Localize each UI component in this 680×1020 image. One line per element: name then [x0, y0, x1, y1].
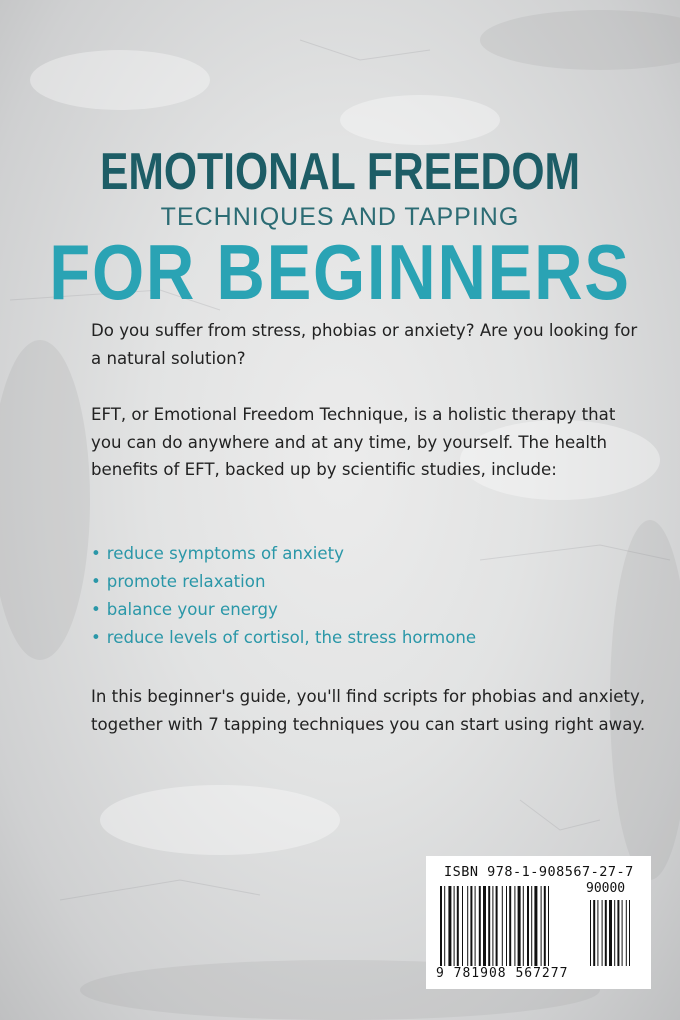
- bullet-text: balance your energy: [106, 600, 278, 619]
- bullet-text: promote relaxation: [106, 572, 266, 591]
- bullet-icon: •: [91, 544, 101, 563]
- title-line-3: FOR BEGINNERS: [49, 228, 631, 316]
- title-line-1: EMOTIONAL FREEDOM: [99, 143, 581, 201]
- list-item: [91, 540, 651, 568]
- bullet-icon: •: [91, 628, 101, 647]
- closing-paragraph: In this beginner's guide, you'll find scripts for phobias and anxiety, together with 7 tapping techniques you can start using right away.: [91, 687, 646, 734]
- list-item: [91, 596, 651, 624]
- bullet-icon: •: [91, 572, 101, 591]
- bullet-text: reduce levels of cortisol, the stress hormone: [106, 628, 477, 647]
- price-code: 90000: [586, 881, 626, 896]
- description-paragraph: EFT, or Emotional Freedom Technique, is a holistic therapy that you can do anywhere and at any time, by yourself. The health benefits of EFT, backed up by scientific studies, include:: [91, 405, 616, 479]
- intro-paragraph: Do you suffer from stress, phobias or anxiety? Are you looking for a natural solution?: [91, 321, 638, 368]
- bullet-icon: •: [91, 600, 101, 619]
- isbn-barcode: [426, 856, 651, 989]
- list-item: [91, 568, 651, 596]
- list-item: [91, 624, 651, 652]
- barcode-digits: 9 781908 567277: [436, 966, 569, 981]
- title-line-2: TECHNIQUES AND TAPPING: [160, 203, 520, 231]
- benefits-list: [91, 540, 651, 652]
- isbn-label: ISBN 978-1-908567-27-7: [444, 864, 634, 880]
- bullet-text: reduce symptoms of anxiety: [106, 544, 344, 563]
